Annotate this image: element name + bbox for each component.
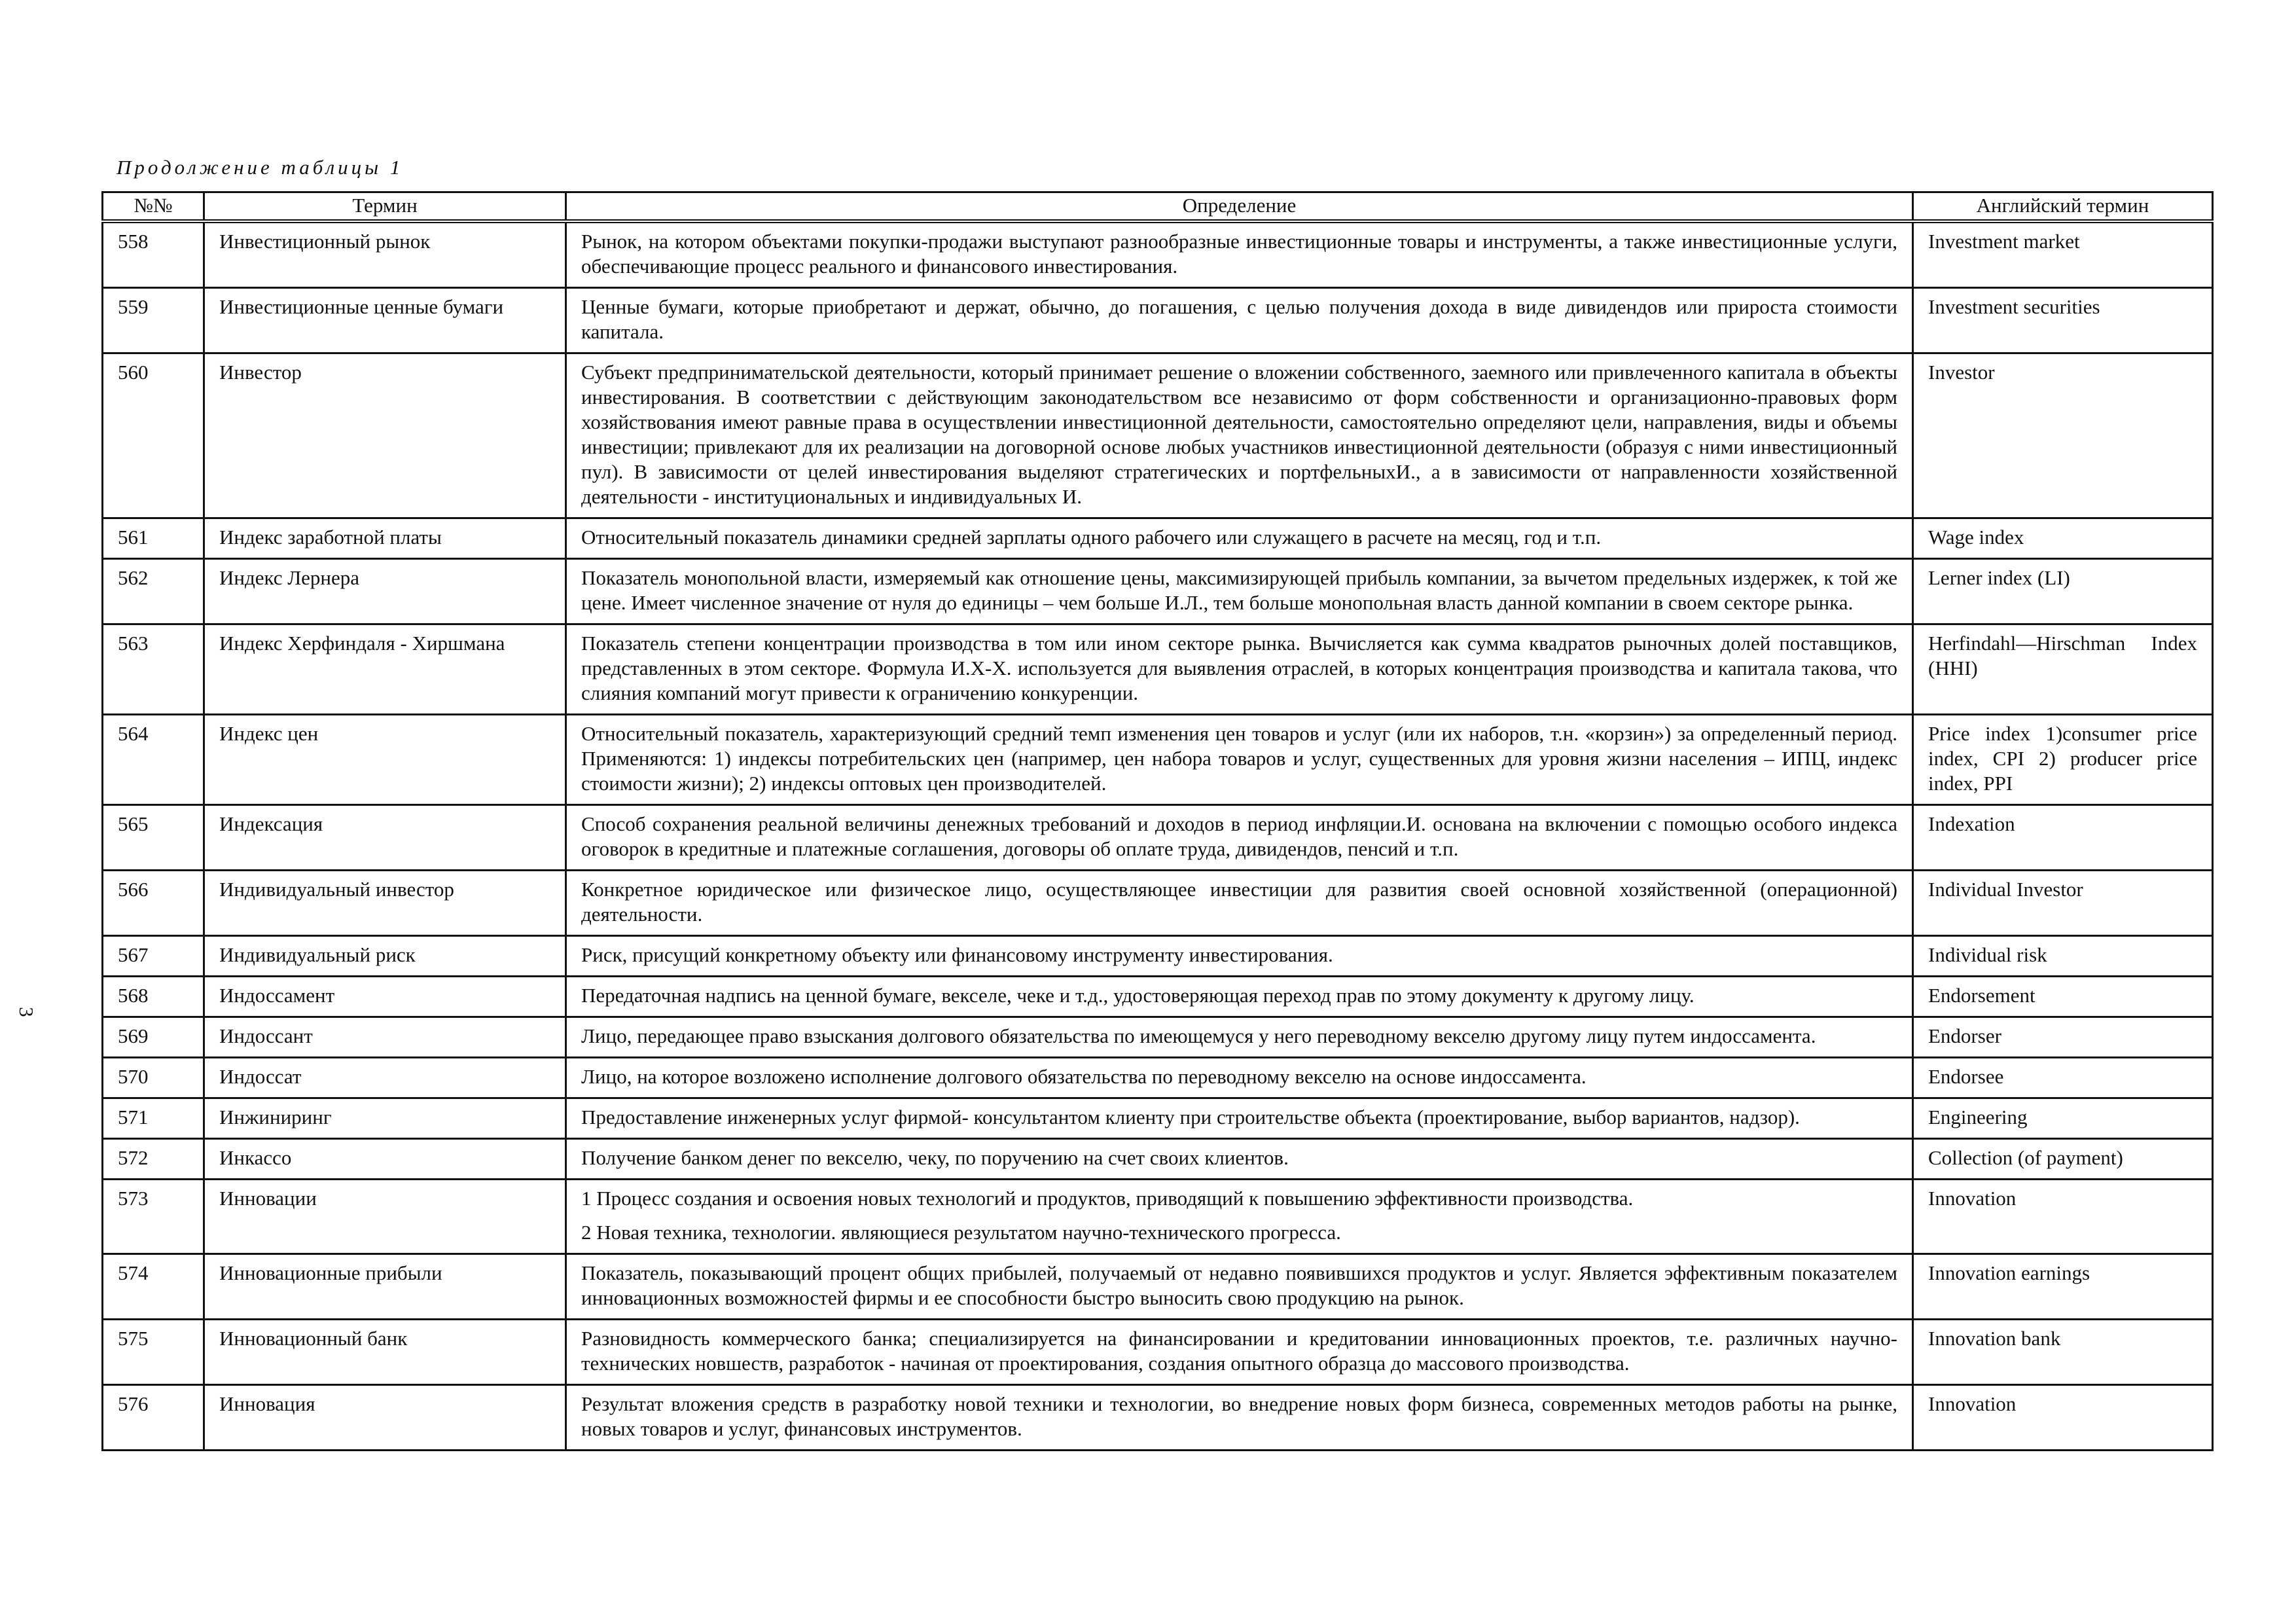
row-english-term: Individual Investor (1913, 871, 2213, 936)
row-number: 573 (103, 1180, 204, 1254)
row-english-term: Endorsee (1913, 1058, 2213, 1098)
row-definition (566, 1139, 1913, 1180)
table-row (103, 1098, 2213, 1139)
row-english-term: Investor (1913, 353, 2213, 518)
definition-paragraph: Риск, присущий конкретному объекту или финансовому инструменту инвестирования. (581, 943, 1333, 966)
row-definition (566, 1180, 1913, 1254)
row-term: Индоссант (204, 1017, 566, 1058)
table-caption: Продолжение таблицы 1 (117, 156, 404, 179)
table-body (103, 221, 2213, 1451)
table-row (103, 977, 2213, 1017)
row-number: 571 (103, 1098, 204, 1139)
row-definition (566, 1017, 1913, 1058)
definition-paragraph: Передаточная надпись на ценной бумаге, векселе, чеке и т.д., удостоверяющая переход прав по этому документу к другому лицу. (581, 984, 1695, 1007)
row-number: 564 (103, 715, 204, 805)
row-term: Инновационный банк (204, 1320, 566, 1385)
row-definition (566, 559, 1913, 624)
table-row (103, 288, 2213, 353)
header-english-term: Английский термин (1913, 192, 2213, 222)
table-row (103, 1320, 2213, 1385)
table-row (103, 1058, 2213, 1098)
definition-paragraph: Конкретное юридическое или физическое лицо, осуществляющее инвестиции для развития своей основной хозяйственной (операционной) деятельности. (581, 878, 1897, 926)
table-row (103, 1017, 2213, 1058)
row-term: Индивидуальный риск (204, 936, 566, 977)
row-term: Индоссамент (204, 977, 566, 1017)
row-term: Индекс Херфиндаля - Хиршмана (204, 624, 566, 715)
table-row (103, 353, 2213, 518)
definition-paragraph: 2 Новая техника, технологии. являющиеся результатом научно-технического прогресса. (581, 1221, 1341, 1244)
row-number: 572 (103, 1139, 204, 1180)
row-number: 565 (103, 805, 204, 871)
row-english-term: Indexation (1913, 805, 2213, 871)
row-number: 558 (103, 221, 204, 288)
row-definition (566, 1320, 1913, 1385)
table-row (103, 715, 2213, 805)
definition-paragraph: Ценные бумаги, которые приобретают и держат, обычно, до погашения, с целью получения дохода в виде дивидендов или прироста стоимости капитала. (581, 295, 1897, 343)
definition-paragraph: Способ сохранения реальной величины денежных требований и доходов в период инфляции.И. основана на включении с помощью особого индекса оговорок в кредитные и платежные соглашения, договоры об оплате труда, дивидендов, пенсий и т.п. (581, 812, 1897, 860)
row-definition (566, 936, 1913, 977)
table-header (103, 192, 2213, 222)
table-row (103, 936, 2213, 977)
table-row (103, 1139, 2213, 1180)
row-english-term: Investment market (1913, 221, 2213, 288)
row-definition (566, 518, 1913, 559)
row-term: Инвестиционные ценные бумаги (204, 288, 566, 353)
table-row (103, 871, 2213, 936)
row-term: Инновация (204, 1385, 566, 1451)
table-row (103, 1385, 2213, 1451)
definition-paragraph: Разновидность коммерческого банка; специализируется на финансировании и кредитовании инновационных проектов, т.е. различных научно-технических новшеств, разработок - начиная от проектирования, создания опытного образца до массового производства. (581, 1327, 1897, 1375)
row-number: 575 (103, 1320, 204, 1385)
row-term: Инновации (204, 1180, 566, 1254)
row-term: Индексация (204, 805, 566, 871)
row-number: 568 (103, 977, 204, 1017)
row-definition (566, 1385, 1913, 1451)
row-term: Инжиниринг (204, 1098, 566, 1139)
row-definition (566, 1254, 1913, 1320)
row-definition (566, 871, 1913, 936)
row-english-term: Price index 1)consumer price index, CPI 2) producer price index, PPI (1913, 715, 2213, 805)
row-number: 560 (103, 353, 204, 518)
row-english-term: Individual risk (1913, 936, 2213, 977)
row-number: 566 (103, 871, 204, 936)
definition-paragraph: Относительный показатель динамики средней зарплаты одного рабочего или служащего в расчете на месяц, год и т.п. (581, 526, 1602, 549)
row-term: Индекс Лернера (204, 559, 566, 624)
row-definition (566, 805, 1913, 871)
glossary-table (101, 191, 2214, 1451)
row-definition (566, 353, 1913, 518)
header-number: №№ (103, 192, 204, 222)
definition-paragraph: Получение банком денег по векселю, чеку, по поручению на счет своих клиентов. (581, 1146, 1289, 1169)
table-row (103, 805, 2213, 871)
table-row (103, 518, 2213, 559)
row-english-term: Innovation bank (1913, 1320, 2213, 1385)
row-number: 559 (103, 288, 204, 353)
row-term: Индивидуальный инвестор (204, 871, 566, 936)
row-number: 569 (103, 1017, 204, 1058)
table-row (103, 624, 2213, 715)
row-definition (566, 221, 1913, 288)
row-term: Индекс цен (204, 715, 566, 805)
row-english-term: Herfindahl—Hirschman Index (HHI) (1913, 624, 2213, 715)
header-row (103, 192, 2213, 222)
table-row (103, 1180, 2213, 1254)
row-english-term: Lerner index (LI) (1913, 559, 2213, 624)
row-english-term: Endorsement (1913, 977, 2213, 1017)
row-english-term: Collection (of payment) (1913, 1139, 2213, 1180)
row-definition (566, 288, 1913, 353)
row-number: 563 (103, 624, 204, 715)
table-row (103, 221, 2213, 288)
row-number: 570 (103, 1058, 204, 1098)
table-row (103, 559, 2213, 624)
row-definition (566, 715, 1913, 805)
row-term: Инновационные прибыли (204, 1254, 566, 1320)
definition-paragraph: Результат вложения средств в разработку новой техники и технологии, во внедрение новых форм бизнеса, современных методов работы на рынке, новых товаров и услуг, финансовых инструментов. (581, 1392, 1897, 1440)
definition-paragraph: Лицо, передающее право взыскания долгового обязательства по имеющемуся у него переводному векселю другому лицу путем индоссамента. (581, 1024, 1816, 1047)
row-number: 567 (103, 936, 204, 977)
row-english-term: Engineering (1913, 1098, 2213, 1139)
definition-paragraph: Лицо, на которое возложено исполнение долгового обязательства по переводному векселю на основе индоссамента. (581, 1065, 1587, 1088)
definition-paragraph: Рынок, на котором объектами покупки-продажи выступают разнообразные инвестиционные товары и инструменты, а также инвестиционные услуги, обеспечивающие процесс реального и финансового инвестирования. (581, 230, 1897, 278)
row-english-term: Innovation (1913, 1385, 2213, 1451)
row-number: 574 (103, 1254, 204, 1320)
page-number: 3 (14, 1007, 38, 1017)
definition-paragraph: Относительный показатель, характеризующий средний темп изменения цен товаров и услуг (или их наборов, т.н. «корзин») за определенный период. Применяются: 1) индексы потребительских цен (например, цен набора товаров и услуг, существенных для уровня жизни населения – ИПЦ, индекс стоимости жизни); 2) индексы оптовых цен производителей. (581, 722, 1897, 795)
row-english-term: Endorser (1913, 1017, 2213, 1058)
row-english-term: Wage index (1913, 518, 2213, 559)
definition-paragraph: 1 Процесс создания и освоения новых технологий и продуктов, приводящий к повышению эффективности производства. (581, 1187, 1634, 1210)
table-row (103, 1254, 2213, 1320)
row-term: Инвестиционный рынок (204, 221, 566, 288)
row-term: Инкассо (204, 1139, 566, 1180)
definition-paragraph: Субъект предпринимательской деятельности, который принимает решение о вложении собственного, заемного или привлеченного капитала в объекты инвестирования. В соответствии с действующим законодательством все независимо от форм собственности и организационно-правовых форм хозяйствования имеют равные права в осуществлении инвестиционной деятельности, самостоятельно определяют цели, направления, виды и объемы инвестиции; привлекают для их реализации на договорной основе любых участников инвестиционной деятельности (образуя с ними инвестиционный пул). В зависимости от целей инвестирования выделяют стратегических и портфельныхИ., а в зависимости от направленности хозяйственной деятельности - институциональных и индивидуальных И. (581, 361, 1897, 508)
row-definition (566, 1058, 1913, 1098)
row-definition (566, 624, 1913, 715)
row-number: 561 (103, 518, 204, 559)
row-term: Инвестор (204, 353, 566, 518)
row-english-term: Innovation (1913, 1180, 2213, 1254)
header-definition: Определение (566, 192, 1913, 222)
row-number: 576 (103, 1385, 204, 1451)
definition-paragraph: Предоставление инженерных услуг фирмой- консультантом клиенту при строительстве объекта (проектирование, выбор вариантов, надзор). (581, 1106, 1800, 1128)
row-definition (566, 977, 1913, 1017)
definition-paragraph: Показатель монопольной власти, измеряемый как отношение цены, максимизирующей прибыль компании, за вычетом предельных издержек, к той же цене. Имеет численное значение от нуля до единицы – чем больше И.Л., тем больше монопольная власть данной компании в своем секторе рынка. (581, 566, 1897, 614)
row-number: 562 (103, 559, 204, 624)
definition-paragraph: Показатель, показывающий процент общих прибылей, получаемый от недавно появившихся продуктов и услуг. Является эффективным показателем инновационных возможностей фирмы и ее способности быстро выносить свою продукцию на рынок. (581, 1261, 1897, 1309)
definition-paragraph: Показатель степени концентрации производства в том или ином секторе рынка. Вычисляется как сумма квадратов рыночных долей поставщиков, представленных в этом секторе. Формула И.Х-Х. используется для выявления отраслей, в которых концентрация производства и капитала такова, что слияния компаний могут привести к ограничению конкуренции. (581, 632, 1897, 704)
row-english-term: Innovation earnings (1913, 1254, 2213, 1320)
row-english-term: Investment securities (1913, 288, 2213, 353)
row-definition (566, 1098, 1913, 1139)
row-term: Индоссат (204, 1058, 566, 1098)
header-term: Термин (204, 192, 566, 222)
row-term: Индекс заработной платы (204, 518, 566, 559)
